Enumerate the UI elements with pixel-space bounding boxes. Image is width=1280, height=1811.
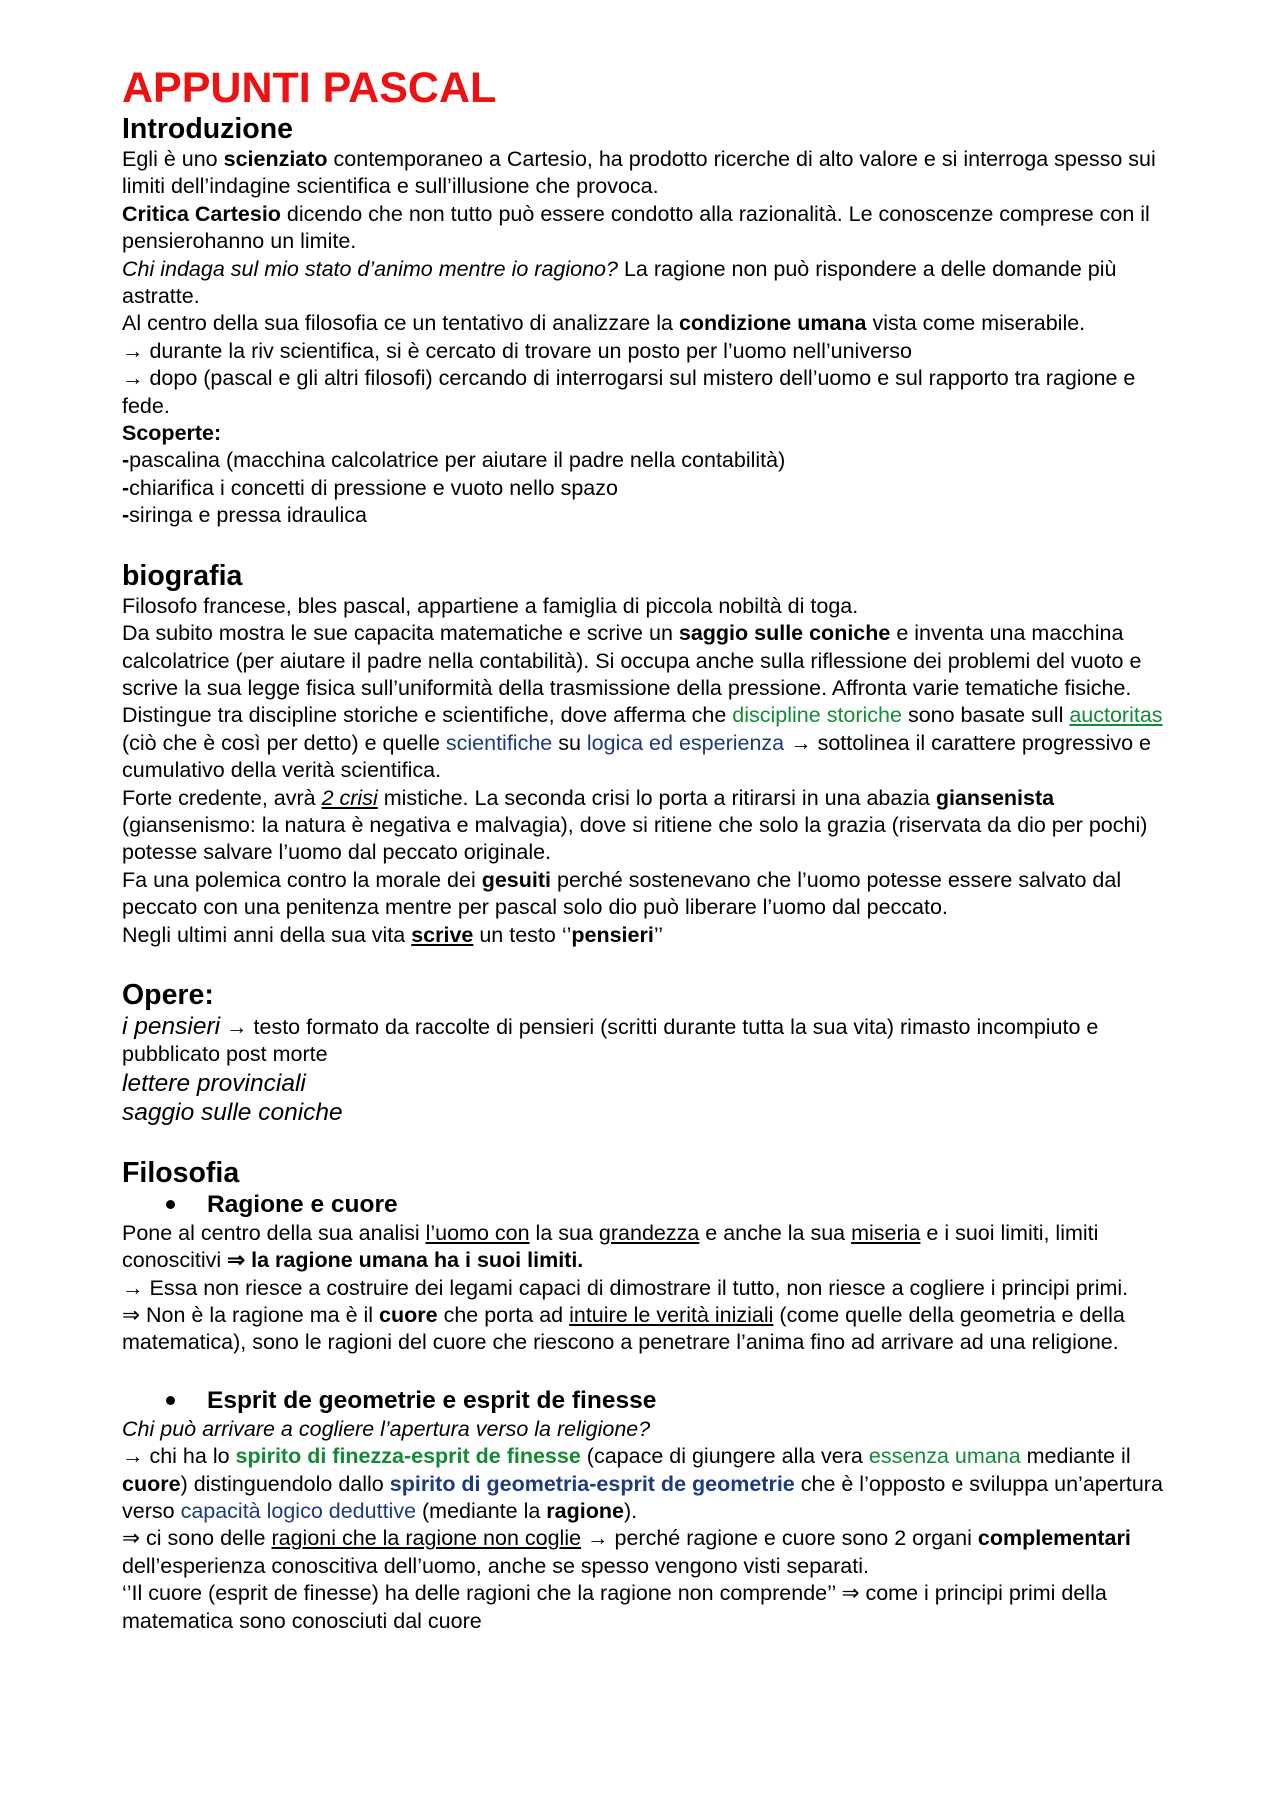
scoperte-label: Scoperte: bbox=[122, 421, 222, 446]
bullet-heading bbox=[122, 1190, 1182, 1220]
opera-item: lettere provinciali bbox=[122, 1069, 306, 1097]
paragraph: Fa una polemica contro la morale dei gesuiti perché sostenevano che l’uomo potesse essere salvato dal peccato con una penitenza mentre per pascal solo dio può liberare l’uomo dal peccato. bbox=[122, 867, 1122, 920]
bullet-icon bbox=[166, 1396, 175, 1405]
section-heading-biografia: biografia bbox=[122, 559, 243, 592]
paragraph: Egli è uno scienziato contemporaneo a Cartesio, ha prodotto ricerche di alto valore e si interroga spesso sui limiti dell’indagine scientifica e sull’illusione che provoca. bbox=[122, 147, 1156, 199]
list-item: -siringa e pressa idraulica bbox=[122, 503, 367, 528]
paragraph: → Essa non riesce a costruire dei legami capaci di dimostrare il tutto, non riesce a cogliere i principi primi. bbox=[122, 1275, 1129, 1300]
paragraph: Chi indaga sul mio stato d’animo mentre io ragiono? La ragione non può rispondere a delle domande più astratte. bbox=[122, 256, 1117, 309]
paragraph: i pensieri → testo formato da raccolte di pensieri (scritti durante tutta la sua vita) rimasto incompiuto e pubblicato post morte bbox=[122, 1012, 1099, 1067]
paragraph: Filosofo francese, bles pascal, appartiene a famiglia di piccola nobiltà di toga. bbox=[122, 593, 859, 618]
paragraph: → dopo (pascal e gli altri filosofi) cercando di interrogarsi sul mistero dell’uomo e sul rapporto tra ragione e fede. bbox=[122, 366, 1136, 418]
bullet-heading bbox=[122, 1386, 1182, 1416]
paragraph: → durante la riv scientifica, si è cercato di trovare un posto per l’uomo nell’universo bbox=[122, 338, 912, 363]
subsection-heading-ragione-e-cuore: Ragione e cuore bbox=[207, 1190, 398, 1218]
paragraph: Negli ultimi anni della sua vita scrive un testo ‘’pensieri’’ bbox=[122, 922, 663, 947]
document-page bbox=[122, 64, 1182, 1635]
section-heading-opere: Opere: bbox=[122, 978, 214, 1011]
opera-item: saggio sulle coniche bbox=[122, 1098, 343, 1126]
paragraph: → chi ha lo spirito di finezza-esprit de finesse (capace di giungere alla vera essenza umana mediante il cuore) distinguendolo dallo spirito di geometria-esprit de geometrie che è l’opposto e sviluppa un’apertura verso capacità logico deduttive (mediante la ragione). bbox=[122, 1444, 1163, 1524]
list-item: -chiarifica i concetti di pressione e vuoto nello spazo bbox=[122, 475, 618, 500]
section-heading-filosofia: Filosofia bbox=[122, 1156, 240, 1189]
list-item: -pascalina (macchina calcolatrice per aiutare il padre nella contabilità) bbox=[122, 448, 786, 473]
document-title: APPUNTI PASCAL bbox=[122, 64, 497, 112]
paragraph: Pone al centro della sua analisi l’uomo con la sua grandezza e anche la sua miseria e i suoi limiti, limiti conoscitivi ⇒ la ragione umana ha i suoi limiti. bbox=[122, 1220, 1099, 1273]
paragraph: Da subito mostra le sue capacita matematiche e scrive un saggio sulle coniche e inventa una macchina calcolatrice (per aiutare il padre nella contabilità). Si occupa anche sulla riflessione dei problemi del vuoto e scrive la sua legge fisica sull’uniformità della trasmissione della pressione. Affronta varie tematiche fisiche. bbox=[122, 621, 1142, 700]
paragraph: Critica Cartesio dicendo che non tutto può essere condotto alla razionalità. Le conoscenze comprese con il pensierohanno un limite. bbox=[122, 201, 1150, 254]
bullet-icon bbox=[166, 1200, 175, 1209]
paragraph: Forte credente, avrà 2 crisi mistiche. La seconda crisi lo porta a ritirarsi in una abazia giansenista (giansenismo: la natura è negativa e malvagia), dove si ritiene che solo la grazia (riservata da dio per pochi) potesse salvare l’uomo dal peccato originale. bbox=[122, 785, 1148, 865]
paragraph: ‘’Il cuore (esprit de finesse) ha delle ragioni che la ragione non comprende’’ ⇒ come i principi primi della matematica sono conosciuti dal cuore bbox=[122, 1581, 1107, 1633]
subsection-heading-esprit: Esprit de geometrie e esprit de finesse bbox=[207, 1386, 657, 1414]
paragraph: Al centro della sua filosofia ce un tentativo di analizzare la condizione umana vista come miserabile. bbox=[122, 311, 1086, 336]
paragraph: ⇒ Non è la ragione ma è il cuore che porta ad intuire le verità iniziali (come quelle della geometria e della matematica), sono le ragioni del cuore che riescono a penetrare l’anima fino ad arrivare ad una religione. bbox=[122, 1303, 1125, 1355]
paragraph: ⇒ ci sono delle ragioni che la ragione non coglie → perché ragione e cuore sono 2 organi complementari dell’esperienza conoscitiva dell’uomo, anche se spesso vengono visti separati. bbox=[122, 1526, 1131, 1578]
paragraph: Distingue tra discipline storiche e scientifiche, dove afferma che discipline storiche sono basate sull auctoritas (ciò che è così per detto) e quelle scientifiche su logica ed esperienza → sottolinea il carattere progressivo e cumulativo della verità scientifica. bbox=[122, 703, 1163, 783]
section-heading-introduzione: Introduzione bbox=[122, 113, 293, 145]
paragraph: Chi può arrivare a cogliere l’apertura verso la religione? bbox=[122, 1416, 651, 1441]
